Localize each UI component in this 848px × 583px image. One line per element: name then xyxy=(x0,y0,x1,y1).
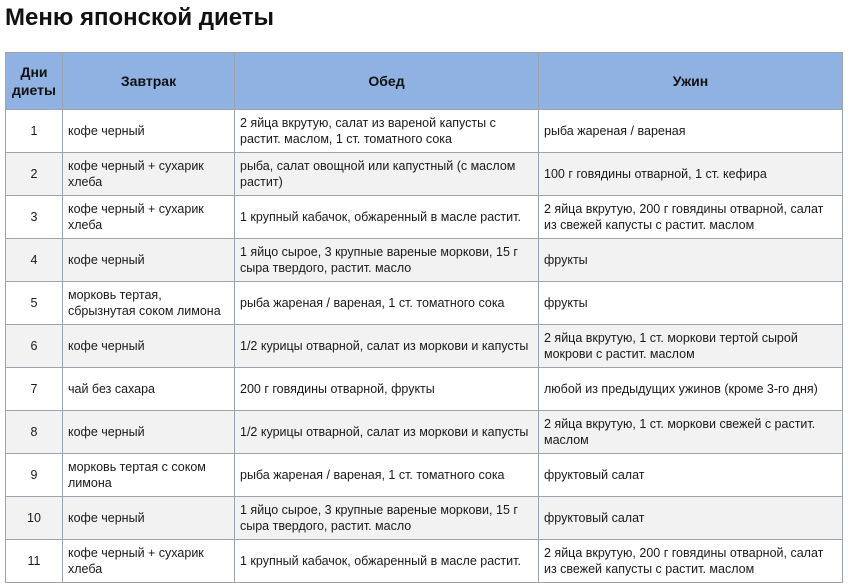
lunch-cell: 1/2 курицы отварной, салат из моркови и капусты xyxy=(235,411,539,454)
lunch-cell: рыба жареная / вареная, 1 ст. томатного сока xyxy=(235,454,539,497)
dinner-cell: любой из предыдущих ужинов (кроме 3-го дня) xyxy=(539,368,843,411)
table-row xyxy=(6,454,843,497)
day-cell: 3 xyxy=(6,196,63,239)
breakfast-cell: кофе черный xyxy=(63,239,235,282)
lunch-cell: 1 крупный кабачок, обжаренный в масле растит. xyxy=(235,196,539,239)
dinner-cell: 100 г говядины отварной, 1 ст. кефира xyxy=(539,153,843,196)
lunch-cell: рыба, салат овощной или капустный (с маслом растит) xyxy=(235,153,539,196)
dinner-cell: фрукты xyxy=(539,282,843,325)
breakfast-cell: кофе черный + сухарик хлеба xyxy=(63,153,235,196)
breakfast-cell: морковь тертая, сбрызнутая соком лимона xyxy=(63,282,235,325)
lunch-cell: 1/2 курицы отварной, салат из моркови и капусты xyxy=(235,325,539,368)
day-cell: 10 xyxy=(6,497,63,540)
day-cell: 9 xyxy=(6,454,63,497)
table-row xyxy=(6,239,843,282)
diet-menu-table xyxy=(5,52,843,583)
breakfast-cell: кофе черный xyxy=(63,110,235,153)
table-row xyxy=(6,110,843,153)
table-row xyxy=(6,411,843,454)
lunch-cell: рыба жареная / вареная, 1 ст. томатного сока xyxy=(235,282,539,325)
breakfast-cell: кофе черный xyxy=(63,411,235,454)
dinner-cell: фруктовый салат xyxy=(539,454,843,497)
day-cell: 1 xyxy=(6,110,63,153)
page-title: Меню японской диеты xyxy=(5,4,275,31)
table-row xyxy=(6,196,843,239)
day-cell: 4 xyxy=(6,239,63,282)
day-cell: 8 xyxy=(6,411,63,454)
day-cell: 7 xyxy=(6,368,63,411)
dinner-cell: рыба жареная / вареная xyxy=(539,110,843,153)
dinner-cell: 2 яйца вкрутую, 200 г говядины отварной, салат из свежей капусты с растит. маслом xyxy=(539,196,843,239)
day-cell: 11 xyxy=(6,540,63,583)
breakfast-cell: кофе черный xyxy=(63,497,235,540)
table-header-row xyxy=(6,53,843,110)
dinner-cell: 2 яйца вкрутую, 1 ст. моркови свежей с растит. маслом xyxy=(539,411,843,454)
dinner-cell: фрукты xyxy=(539,239,843,282)
breakfast-cell: кофе черный + сухарик хлеба xyxy=(63,196,235,239)
table-row xyxy=(6,325,843,368)
table-row xyxy=(6,282,843,325)
dinner-cell: фруктовый салат xyxy=(539,497,843,540)
lunch-cell: 1 яйцо сырое, 3 крупные вареные моркови, 15 г сыра твердого, растит. масло xyxy=(235,239,539,282)
day-cell: 5 xyxy=(6,282,63,325)
dinner-cell: 2 яйца вкрутую, 200 г говядины отварной, салат из свежей капусты с растит. маслом xyxy=(539,540,843,583)
lunch-cell: 2 яйца вкрутую, салат из вареной капусты с растит. маслом, 1 ст. томатного сока xyxy=(235,110,539,153)
lunch-cell: 1 крупный кабачок, обжаренный в масле растит. xyxy=(235,540,539,583)
lunch-cell: 1 яйцо сырое, 3 крупные вареные моркови, 15 г сыра твердого, растит. масло xyxy=(235,497,539,540)
table-row xyxy=(6,540,843,583)
lunch-cell: 200 г говядины отварной, фрукты xyxy=(235,368,539,411)
table-row xyxy=(6,153,843,196)
day-cell: 6 xyxy=(6,325,63,368)
dinner-cell: 2 яйца вкрутую, 1 ст. моркови тертой сырой мокрови с растит. маслом xyxy=(539,325,843,368)
header-breakfast: Завтрак xyxy=(63,53,235,110)
table-row xyxy=(6,497,843,540)
breakfast-cell: кофе черный xyxy=(63,325,235,368)
table-row xyxy=(6,368,843,411)
header-dinner: Ужин xyxy=(539,53,843,110)
header-lunch: Обед xyxy=(235,53,539,110)
breakfast-cell: морковь тертая с соком лимона xyxy=(63,454,235,497)
header-day: Дни диеты xyxy=(6,53,63,110)
breakfast-cell: чай без сахара xyxy=(63,368,235,411)
day-cell: 2 xyxy=(6,153,63,196)
breakfast-cell: кофе черный + сухарик хлеба xyxy=(63,540,235,583)
